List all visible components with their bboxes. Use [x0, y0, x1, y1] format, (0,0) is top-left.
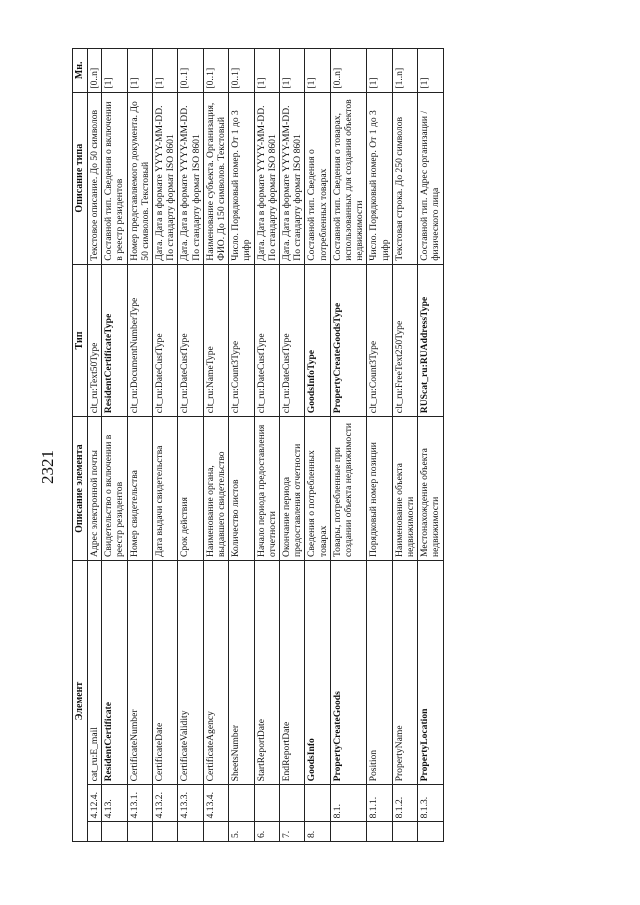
row-type: clt_ru:DateCustType: [178, 264, 203, 416]
row-type: clt_ru:DocumentNumberType: [127, 264, 152, 416]
row-num-level2: [229, 785, 254, 822]
row-type-description: Дата. Дата в формате YYYY-MM-DD. По стандарту формат ISO 8601: [153, 92, 178, 264]
row-element-description: Адрес электронной почты: [88, 417, 102, 561]
row-multiplicity: [1]: [153, 49, 178, 93]
row-num-level2: [305, 785, 330, 822]
row-type: clt_ru:NameType: [203, 264, 228, 416]
row-num-level1: [367, 822, 392, 842]
row-type: RUScat_ru:RUAddressType: [418, 264, 443, 416]
row-type: clt_ru:Count3Type: [367, 264, 392, 416]
table-row: [102, 49, 127, 842]
row-element-description: Наименование органа, выдавшего свидетельство: [203, 417, 228, 561]
row-element-name: PropertyName: [392, 560, 417, 784]
row-type: clt_ru:DateCustType: [153, 264, 178, 416]
table-row: [305, 49, 330, 842]
table-row: [127, 49, 152, 842]
header-element: Элемент: [73, 560, 88, 841]
row-type-description: Составной тип. Сведения о товарах, использованных для создания объектов недвижимости: [330, 92, 367, 264]
header-type: Тип: [73, 264, 88, 416]
row-type-description: Дата. Дата в формате YYYY-MM-DD. По стандарту формат ISO 8601: [178, 92, 203, 264]
row-num-level1: [102, 822, 127, 842]
row-multiplicity: [0..n]: [88, 49, 102, 93]
row-num-level2: [254, 785, 279, 822]
table-row: [229, 49, 254, 842]
row-num-level2: 4.13.4.: [203, 785, 228, 822]
row-multiplicity: [0..n]: [330, 49, 367, 93]
row-num-level2: 8.1.: [330, 785, 367, 822]
row-element-name: CertificateValidity: [178, 560, 203, 784]
row-type-description: Наименование субъекта. Организация, ФИО. До 150 символов. Текстовый: [203, 92, 228, 264]
row-num-level1: [88, 822, 102, 842]
row-element-name: StartReportDate: [254, 560, 279, 784]
row-element-name: EndReportDate: [280, 560, 305, 784]
row-type: GoodsInfoType: [305, 264, 330, 416]
row-num-level1: [153, 822, 178, 842]
row-element-description: Сведения о потребленных товарах: [305, 417, 330, 561]
row-num-level1: [178, 822, 203, 842]
row-num-level1: [330, 822, 367, 842]
table-row: [367, 49, 392, 842]
row-element-description: Начало периода предоставления отчетности: [254, 417, 279, 561]
row-multiplicity: [1]: [127, 49, 152, 93]
row-element-name: CertificateAgency: [203, 560, 228, 784]
row-type-description: Текстовая строка. До 250 символов: [392, 92, 417, 264]
row-num-level2: 8.1.3.: [418, 785, 443, 822]
table-row: [178, 49, 203, 842]
row-element-description: Дата выдачи свидетельства: [153, 417, 178, 561]
row-type: clt_ru:DateCustType: [254, 264, 279, 416]
row-type-description: Число. Порядковый номер. От 1 до 3 цифр: [229, 92, 254, 264]
row-type-description: Составной тип. Адрес организации / физического лица: [418, 92, 443, 264]
table-row: [280, 49, 305, 842]
row-element-description: Наименование объекта недвижимости: [392, 417, 417, 561]
row-multiplicity: [1]: [102, 49, 127, 93]
table-row: [88, 49, 102, 842]
row-element-name: ResidentCertificate: [102, 560, 127, 784]
row-type-description: Составной тип. Сведения о потребленных товарах: [305, 92, 330, 264]
row-num-level2: 4.13.3.: [178, 785, 203, 822]
row-num-level2: 8.1.2.: [392, 785, 417, 822]
row-num-level2: 8.1.1.: [367, 785, 392, 822]
table-row: [330, 49, 367, 842]
row-num-level1: 5.: [229, 822, 254, 842]
table-row: [392, 49, 417, 842]
table-row: [254, 49, 279, 842]
row-type: ResidentCertificateType: [102, 264, 127, 416]
row-num-level2: 4.12.4.: [88, 785, 102, 822]
header-row: [73, 49, 88, 842]
row-type: PropertyCreateGoodsType: [330, 264, 367, 416]
rotated-table-container: [72, 48, 570, 842]
row-element-description: Товары, потребленные при создании объекта недвижимости: [330, 417, 367, 561]
row-element-description: Окончание периода предоставления отчетности: [280, 417, 305, 561]
row-num-level2: [280, 785, 305, 822]
row-multiplicity: [1]: [280, 49, 305, 93]
row-element-name: cat_ru:E_mail: [88, 560, 102, 784]
row-num-level1: 8.: [305, 822, 330, 842]
row-type: clt_ru:Text50Type: [88, 264, 102, 416]
row-num-level1: [203, 822, 228, 842]
row-element-description: Свидетельство о включении в реестр резидентов: [102, 417, 127, 561]
table-row: [153, 49, 178, 842]
row-num-level1: [127, 822, 152, 842]
page-number: 2321: [38, 450, 57, 484]
table-row: [418, 49, 443, 842]
row-num-level2: 4.13.: [102, 785, 127, 822]
row-num-level2: 4.13.1.: [127, 785, 152, 822]
row-num-level1: 7.: [280, 822, 305, 842]
page-number-wrap: [36, 440, 60, 500]
row-multiplicity: [1]: [254, 49, 279, 93]
row-type: clt_ru:DateCustType: [280, 264, 305, 416]
row-num-level1: [392, 822, 417, 842]
row-element-name: SheetsNumber: [229, 560, 254, 784]
row-element-name: GoodsInfo: [305, 560, 330, 784]
row-element-description: Количество листов: [229, 417, 254, 561]
row-element-name: PropertyCreateGoods: [330, 560, 367, 784]
row-element-description: Местонахождение объекта недвижимости: [418, 417, 443, 561]
row-type: clt_ru:Count3Type: [229, 264, 254, 416]
row-type: clt_ru:FreeText250Type: [392, 264, 417, 416]
row-element-name: PropertyLocation: [418, 560, 443, 784]
row-num-level2: 4.13.2.: [153, 785, 178, 822]
row-element-name: CertificateNumber: [127, 560, 152, 784]
row-type-description: Дата. Дата в формате YYYY-MM-DD. По стандарту формат ISO 8601: [280, 92, 305, 264]
row-type-description: Номер представляемого документа. До 50 символов. Текстовый: [127, 92, 152, 264]
row-multiplicity: [1]: [367, 49, 392, 93]
row-num-level1: [418, 822, 443, 842]
row-type-description: Текстовое описание. До 50 символов: [88, 92, 102, 264]
row-element-name: CertificateDate: [153, 560, 178, 784]
header-multiplicity: Мн.: [73, 49, 88, 93]
schema-table: [72, 48, 444, 842]
row-type-description: Составной тип. Сведения о включении в реестр резидентов: [102, 92, 127, 264]
row-multiplicity: [0..1]: [178, 49, 203, 93]
row-multiplicity: [1]: [305, 49, 330, 93]
table-row: [203, 49, 228, 842]
row-type-description: Число. Порядковый номер. От 1 до 3 цифр: [367, 92, 392, 264]
header-description: Описание элемента: [73, 417, 88, 561]
row-element-description: Срок действия: [178, 417, 203, 561]
row-element-description: Номер свидетельства: [127, 417, 152, 561]
row-multiplicity: [0..1]: [203, 49, 228, 93]
header-type-description: Описание типа: [73, 92, 88, 264]
row-multiplicity: [1]: [418, 49, 443, 93]
row-element-description: Порядковый номер позиции: [367, 417, 392, 561]
row-multiplicity: [1..n]: [392, 49, 417, 93]
row-element-name: Position: [367, 560, 392, 784]
row-type-description: Дата. Дата в формате YYYY-MM-DD. По стандарту формат ISO 8601: [254, 92, 279, 264]
row-multiplicity: [0..1]: [229, 49, 254, 93]
row-num-level1: 6.: [254, 822, 279, 842]
